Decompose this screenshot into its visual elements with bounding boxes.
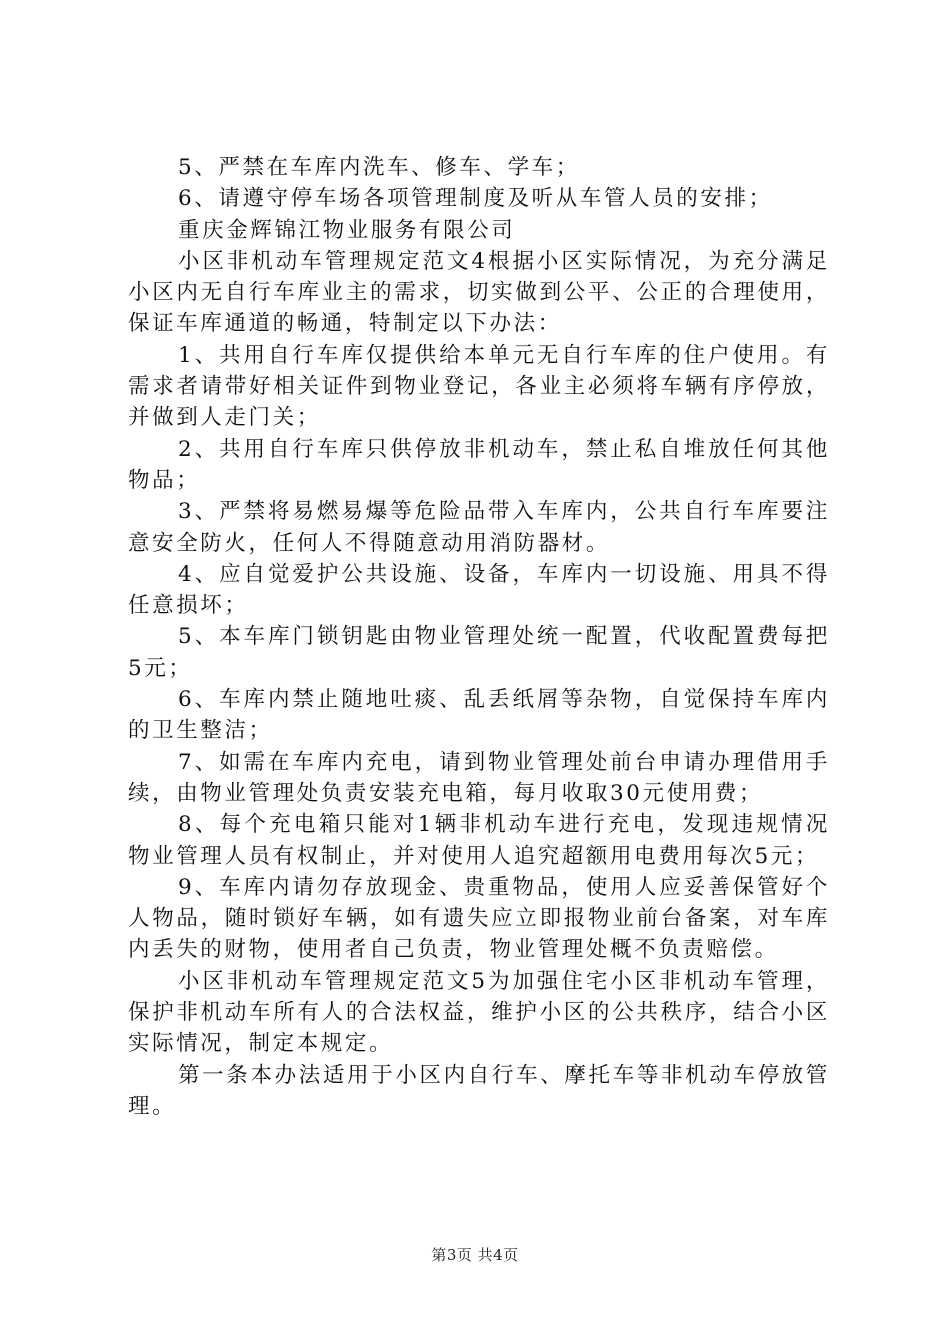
paragraph-item-5: 5、本车库门锁钥匙由物业管理处统一配置，代收配置费每把5元； [128,624,830,681]
paragraph-item-2: 2、共用自行车库只供停放非机动车，禁止私自堆放任何其他物品； [128,436,830,493]
page-footer: 第3页 共4页 [431,1246,519,1264]
paragraph-item-1: 1、共用自行车库仅提供给本单元无自行车库的住户使用。有需求者请带好相关证件到物业登记，各业主必须将车辆有序停放，并做到人走门关； [128,342,830,431]
paragraph-rule-6-parking-rules: 6、请遵守停车场各项管理制度及听从车管人员的安排； [178,186,773,212]
document-body [128,152,830,1122]
paragraph-item-7: 7、如需在车库内充电，请到物业管理处前台申请办理借用手续，由物业管理处负责安装充电箱，每月收取30元使用费； [128,749,830,806]
paragraph-item-3: 3、严禁将易燃易爆等危险品带入车库内，公共自行车库要注意安全防火，任何人不得随意动用消防器材。 [128,499,830,556]
paragraph-rule-5-no-washing: 5、严禁在车库内洗车、修车、学车； [178,155,580,180]
paragraph-template-4-intro: 小区非机动车管理规定范文4根据小区实际情况，为充分满足小区内无自行车库业主的需求，切实做到公平、公正的合理使用，保证车库通道的畅通，特制定以下办法： [128,248,830,337]
paragraph-item-8: 8、每个充电箱只能对1辆非机动车进行充电，发现违规情况物业管理人员有权制止，并对使用人追究超额用电费用每次5元； [128,812,830,869]
paragraph-item-6: 6、车库内禁止随地吐痰、乱丢纸屑等杂物，自觉保持车库内的卫生整洁； [128,687,830,744]
paragraph-company-signature: 重庆金辉锦江物业服务有限公司 [178,217,516,243]
paragraph-item-4: 4、应自觉爱护公共设施、设备，车库内一切设施、用具不得任意损坏； [128,561,830,619]
paragraph-article-1: 第一条本办法适用于小区内自行车、摩托车等非机动车停放管理。 [128,1062,830,1119]
paragraph-template-5-intro: 小区非机动车管理规定范文5为加强住宅小区非机动车管理，保护非机动车所有人的合法权益，维护小区的公共秩序，结合小区实际情况，制定本规定。 [128,968,830,1057]
paragraph-item-9: 9、车库内请勿存放现金、贵重物品，使用人应妥善保管好个人物品，随时锁好车辆，如有遗失应立即报物业前台备案，对车库内丢失的财物，使用者自己负责，物业管理处概不负责赔偿。 [128,874,830,963]
